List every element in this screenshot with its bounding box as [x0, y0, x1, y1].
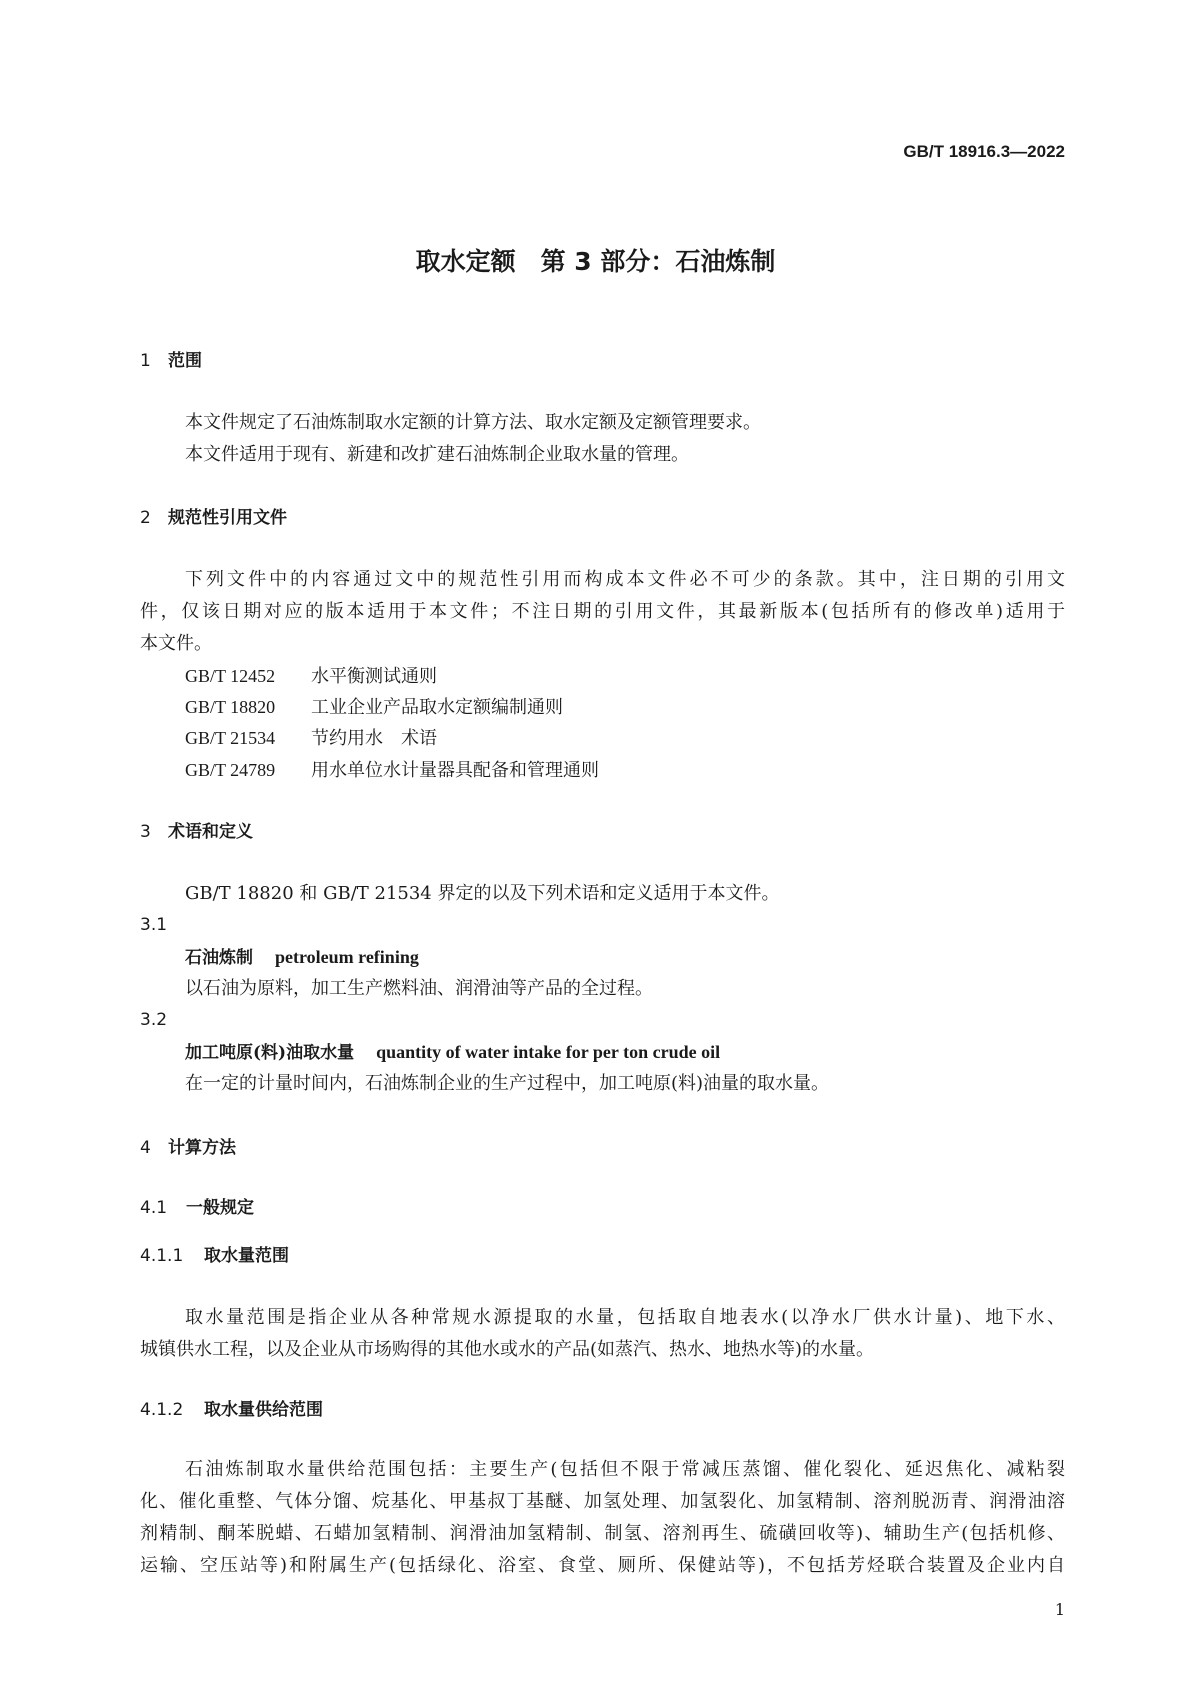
- standard-number: GB/T 18916.3—2022: [903, 142, 1065, 161]
- paragraph-line: 化、催化重整、气体分馏、烷基化、甲基叔丁基醚、加氢处理、加氢裂化、加氢精制、溶剂脱沥青、润滑油溶: [140, 1491, 1065, 1512]
- paragraph-line: 下列文件中的内容通过文中的规范性引用而构成本文件必不可少的条款。其中，注日期的引用文: [185, 569, 1065, 590]
- paragraph-line: 件，仅该日期对应的版本适用于本文件；不注日期的引用文件，其最新版本(包括所有的修改单)适用于: [140, 601, 1065, 622]
- paragraph-line: 石油炼制取水量供给范围包括：主要生产(包括但不限于常减压蒸馏、催化裂化、延迟焦化、减粘裂: [185, 1459, 1065, 1480]
- paragraph-line: 剂精制、酮苯脱蜡、石蜡加氢精制、润滑油加氢精制、制氢、溶剂再生、硫磺回收等)、辅助生产(包括机修、: [140, 1523, 1065, 1544]
- section-4-1-heading: 4.1 一般规定: [140, 1198, 254, 1218]
- term-number: 3.1: [140, 915, 168, 935]
- section-4-1-2-heading: 4.1.2 取水量供给范围: [140, 1400, 323, 1420]
- paragraph-line: 运输、空压站等)和附属生产(包括绿化、浴室、食堂、厕所、保健站等)，不包括芳烃联合装置及企业内自: [140, 1555, 1065, 1576]
- reference-item: GB/T 12452 水平衡测试通则: [185, 666, 437, 687]
- section-3-heading: 3 术语和定义: [140, 822, 253, 842]
- section-1-heading: 1 范围: [140, 351, 202, 371]
- document-title: 取水定额 第 3 部分：石油炼制: [415, 247, 776, 276]
- paragraph-line: 本文件规定了石油炼制取水定额的计算方法、取水定额及定额管理要求。: [185, 412, 761, 433]
- reference-item: GB/T 18820 工业企业产品取水定额编制通则: [185, 697, 563, 718]
- paragraph-line: GB/T 18820 和 GB/T 21534 界定的以及下列术语和定义适用于本文件。: [185, 883, 780, 904]
- term-number: 3.2: [140, 1010, 168, 1030]
- paragraph-line: 本文件适用于现有、新建和改扩建石油炼制企业取水量的管理。: [185, 444, 689, 465]
- page-number: 1: [1054, 1600, 1065, 1619]
- paragraph-line: 取水量范围是指企业从各种常规水源提取的水量，包括取自地表水(以净水厂供水计量)、地下水、: [185, 1307, 1065, 1328]
- reference-item: GB/T 21534 节约用水 术语: [185, 728, 437, 749]
- term-definition: 以石油为原料，加工生产燃料油、润滑油等产品的全过程。: [185, 978, 653, 999]
- paragraph-line: 城镇供水工程，以及企业从市场购得的其他水或水的产品(如蒸汽、热水、地热水等)的水量。: [140, 1339, 875, 1360]
- section-4-1-1-heading: 4.1.1 取水量范围: [140, 1246, 289, 1266]
- section-4-heading: 4 计算方法: [140, 1138, 236, 1158]
- term-definition: 在一定的计量时间内，石油炼制企业的生产过程中，加工吨原(料)油量的取水量。: [185, 1073, 830, 1094]
- section-2-heading: 2 规范性引用文件: [140, 508, 287, 528]
- term-entry: 加工吨原(料)油取水量 quantity of water intake for per ton crude oil: [185, 1042, 721, 1063]
- reference-item: GB/T 24789 用水单位水计量器具配备和管理通则: [185, 760, 599, 781]
- paragraph-line: 本文件。: [140, 633, 212, 654]
- term-entry: 石油炼制 petroleum refining: [185, 947, 419, 968]
